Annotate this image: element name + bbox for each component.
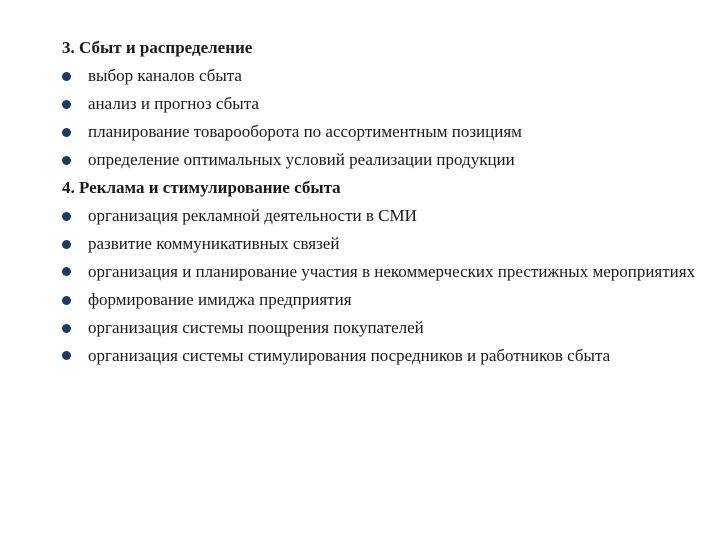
bullet-icon <box>62 72 71 81</box>
section-heading-sales: 3. Сбыт и распределение <box>62 38 253 57</box>
list-item <box>62 342 702 370</box>
bullet-list-sales <box>62 62 702 174</box>
bullet-icon <box>62 128 71 137</box>
slide-content <box>62 34 702 370</box>
list-item <box>62 286 702 314</box>
list-item <box>62 202 702 230</box>
bullet-icon <box>62 156 71 165</box>
list-item <box>62 146 702 174</box>
list-item-text: организация и планирование участия в некоммерческих престижных мероприятиях <box>88 262 696 281</box>
bullet-icon <box>62 324 71 333</box>
list-item <box>62 90 702 118</box>
list-item <box>62 314 702 342</box>
list-item-text: анализ и прогноз сбыта <box>88 94 259 113</box>
bullet-icon <box>62 296 71 305</box>
bullet-icon <box>62 240 71 249</box>
list-item-text: организация системы поощрения покупателей <box>88 318 424 337</box>
section-heading-advertising: 4. Реклама и стимулирование сбыта <box>62 178 341 197</box>
bullet-list-advertising <box>62 202 702 370</box>
list-item-text: выбор каналов сбыта <box>88 66 242 85</box>
list-item-text: развитие коммуникативных связей <box>88 234 340 253</box>
list-item-text: определение оптимальных условий реализации продукции <box>88 150 515 169</box>
list-item-text: организация рекламной деятельности в СМИ <box>88 206 417 225</box>
bullet-icon <box>62 100 71 109</box>
list-item-text: планирование товарооборота по ассортиментным позициям <box>88 122 522 141</box>
bullet-icon <box>62 267 71 276</box>
bullet-icon <box>62 351 71 360</box>
list-item-text: формирование имиджа предприятия <box>88 290 352 309</box>
bullet-icon <box>62 212 71 221</box>
list-item <box>62 258 702 286</box>
list-item-text: организация системы стимулирования посредников и работников сбыта <box>88 346 611 365</box>
list-item <box>62 230 702 258</box>
list-item <box>62 62 702 90</box>
list-item <box>62 118 702 146</box>
